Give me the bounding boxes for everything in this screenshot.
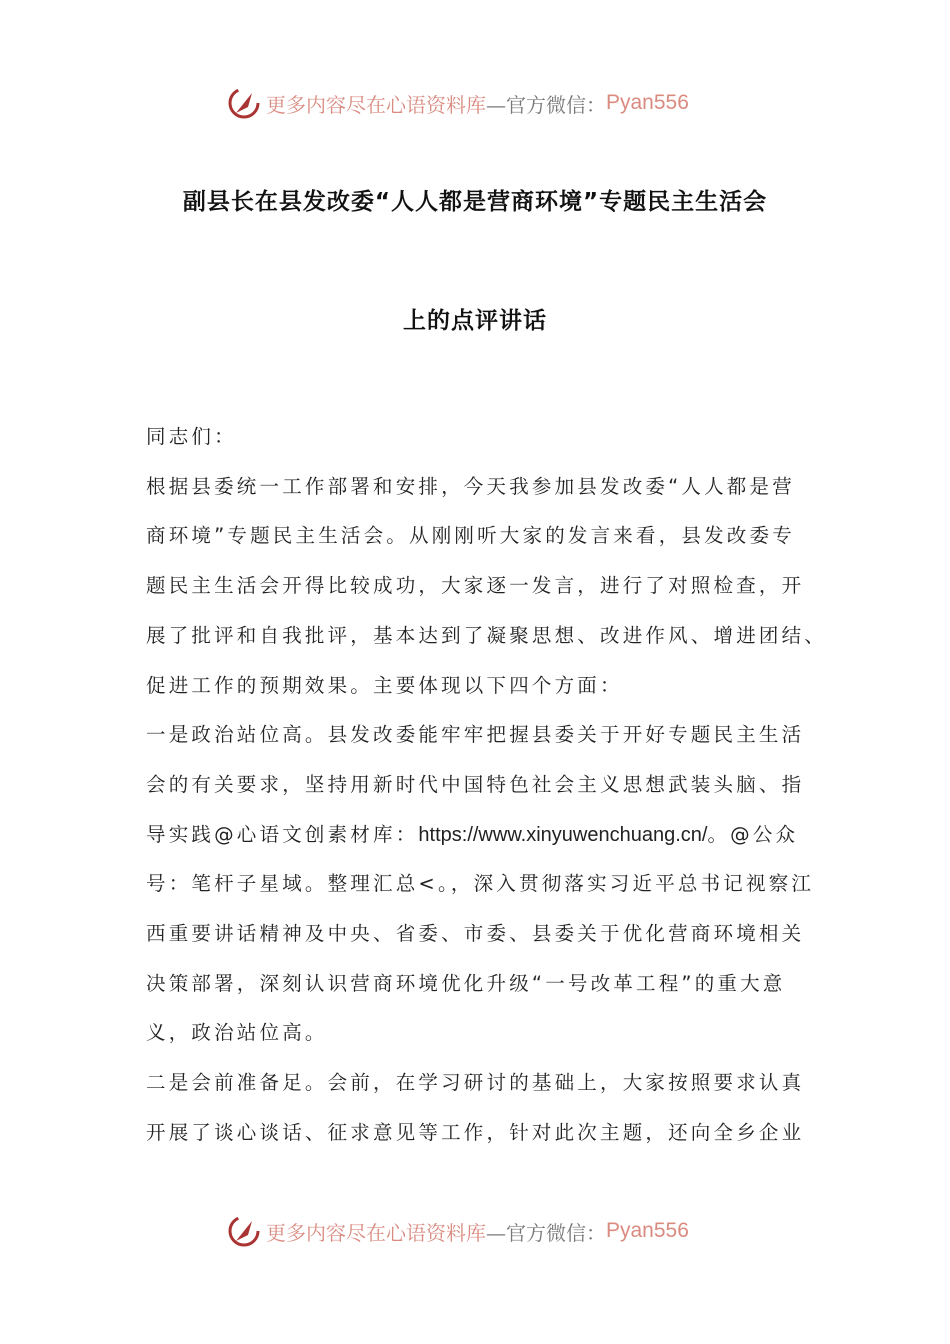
watermark-wechat-label: —官方微信： [486,92,606,117]
watermark-text: 更多内容尽在心语资料库 [266,92,486,117]
body-line [146,719,804,747]
body-line [146,968,786,996]
watermark-text: 更多内容尽在心语资料库 [266,1220,486,1245]
body-line [146,1117,804,1145]
quill-logo-icon [226,85,262,121]
body-line [146,868,814,896]
quill-logo-icon [226,1213,262,1249]
body-line-text: 号：笔杆子星域。整理汇总<。，深入贯彻落实习近平总书记视察江 [146,872,815,896]
body-line-text: 展了批评和自我批评，基本达到了凝聚思想、改进作风、增进团结、 [146,623,828,647]
body-line [146,1017,328,1045]
body-line-text: 义，政治站位高。 [146,1021,328,1045]
body-line-text: 会的有关要求，坚持用新时代中国特色社会主义思想武装头脑、指 [146,772,805,796]
body-line [146,570,804,598]
body-line-text: 题民主生活会开得比较成功，大家逐一发言，进行了对照检查，开 [146,574,805,598]
body-line-text: 开展了谈心谈话、征求意见等工作，针对此次主题，还向全乡企业 [146,1120,805,1144]
watermark-wechat-id: Pyan556 [606,91,689,114]
body-line-text: 导实践@心语文创素材库： [146,822,419,846]
body-line [146,620,827,648]
body-line [146,471,795,499]
body-line-text: 促进工作的预期效果。主要体现以下四个方面： [146,673,623,697]
body-line [146,421,237,449]
body-line-text: 商环境”专题民主生活会。从刚刚听大家的发言来看，县发改委专 [146,524,795,548]
body-line [146,769,804,797]
body-line [146,1067,804,1095]
watermark-header [226,83,689,123]
body-line-text: 一是政治站位高。县发改委能牢牢把握县委关于开好专题民主生活 [146,723,805,747]
watermark-wechat-id: Pyan556 [606,1219,689,1242]
body-line-text: 二是会前准备足。会前，在学习研讨的基础上，大家按照要求认真 [146,1071,805,1095]
body-line-text: 。@公众 [707,822,799,846]
body-line-text: 根据县委统一工作部署和安排，今天我参加县发改委“人人都是营 [146,474,795,498]
body-line [146,819,798,847]
document-title-line1: 副县长在县发改委“人人都是营商环境”专题民主生活会 [182,189,768,215]
body-line [146,520,795,548]
watermark-wechat-label: —官方微信： [486,1220,606,1245]
body-line-text: 决策部署，深刻认识营商环境优化升级“一号改革工程”的重大意 [146,971,786,995]
document-title-line2: 上的点评讲话 [403,308,547,334]
body-line [146,670,623,698]
source-url: https://www.xinyuwenchuang.cn/ [418,823,708,846]
watermark-footer [226,1211,689,1251]
body-line-text: 西重要讲话精神及中央、省委、市委、县委关于优化营商环境相关 [146,922,805,945]
body-line [146,918,804,946]
body-line-text: 同志们： [146,425,237,448]
